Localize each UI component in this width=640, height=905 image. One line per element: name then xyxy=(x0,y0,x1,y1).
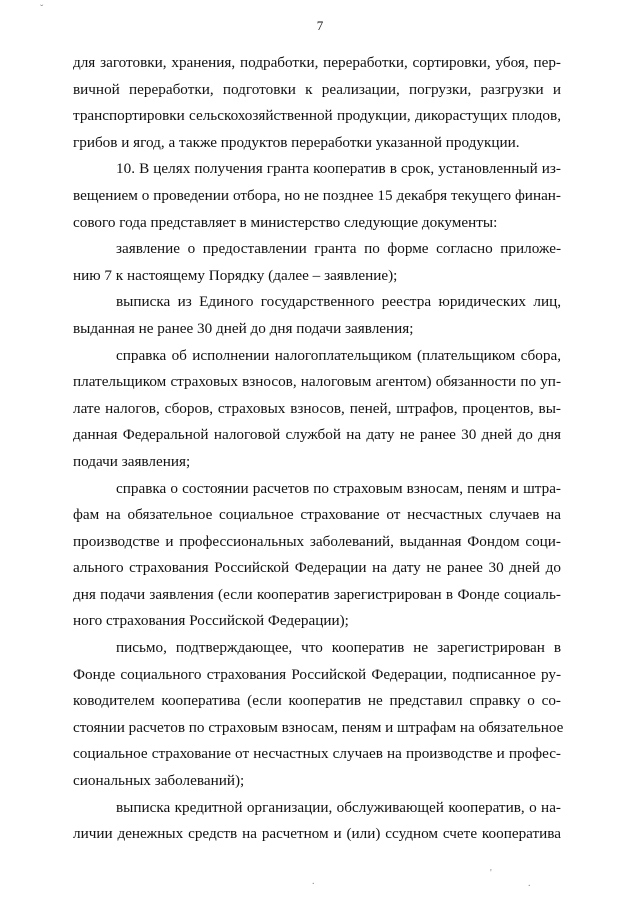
text-line: фам на обязательное социальное страхование от несчастных случаев на xyxy=(73,506,561,524)
text-line: ководителем кооператива (если кооператив не представил справку о со- xyxy=(73,692,561,710)
scan-speck: . xyxy=(312,876,315,887)
text-line: заявление о предоставлении гранта по форме согласно приложе- xyxy=(116,240,561,258)
text-line: производстве и профессиональных заболеваний, выданная Фондом соци- xyxy=(73,532,561,550)
scan-speck: . xyxy=(528,878,531,889)
text-line: нию 7 к настоящему Порядку (далее – заявление); xyxy=(73,266,398,284)
text-line: справка о состоянии расчетов по страховым взносам, пеням и штра- xyxy=(116,479,561,497)
text-line: письмо, подтверждающее, что кооператив не зарегистрирован в xyxy=(116,639,561,657)
text-line: сиональных заболеваний); xyxy=(73,772,245,790)
body-text xyxy=(73,50,564,848)
text-line: выписка из Единого государственного реестра юридических лиц, xyxy=(116,293,561,311)
scan-speck: ' xyxy=(490,868,492,879)
text-line: вичной переработки, подготовки к реализации, погрузки, разгрузки и xyxy=(73,80,561,98)
text-line: вещением о проведении отбора, но не позднее 15 декабря текущего финан- xyxy=(73,186,561,204)
text-line: ного страхования Российской Федерации); xyxy=(73,612,349,630)
text-line: сового года представляет в министерство следующие документы: xyxy=(73,213,498,231)
text-line: данная Федеральной налоговой службой на дату не ранее 30 дней до дня xyxy=(73,426,561,444)
text-line: справка об исполнении налогоплательщиком (плательщиком сбора, xyxy=(116,346,561,364)
text-line: лате налогов, сборов, страховых взносов, пеней, штрафов, процентов, вы- xyxy=(73,399,561,417)
text-line: дня подачи заявления (если кооператив зарегистрирован в Фонде социаль- xyxy=(73,585,561,603)
text-line: стоянии расчетов по страховым взносам, пеням и штрафам на обязательное xyxy=(73,718,564,736)
text-line: выданная не ранее 30 дней до дня подачи заявления; xyxy=(73,319,414,337)
text-line: плательщиком страховых взносов, налоговым агентом) обязанности по уп- xyxy=(73,373,561,391)
text-line: для заготовки, хранения, подработки, переработки, сортировки, убоя, пер- xyxy=(73,54,561,71)
text-line: социальное страхование от несчастных случаев на производстве и профес- xyxy=(73,745,561,763)
text-line: грибов и ягод, а также продуктов переработки указанной продукции. xyxy=(73,133,520,151)
text-line: личии денежных средств на расчетном и (или) ссудном счете кооператива xyxy=(73,825,561,843)
scan-speck: ˇ xyxy=(40,4,44,15)
text-line: подачи заявления; xyxy=(73,452,191,470)
text-line: 10. В целях получения гранта кооператив в срок, установленный из- xyxy=(116,160,561,178)
text-line: транспортировки сельскохозяйственной продукции, дикорастущих плодов, xyxy=(73,107,561,125)
text-line: выписка кредитной организации, обслуживающей кооператив, о на- xyxy=(116,798,561,816)
text-line: ального страхования Российской Федерации на дату не ранее 30 дней до xyxy=(73,559,561,577)
text-line: Фонде социального страхования Российской Федерации, подписанное ру- xyxy=(73,665,561,683)
page-number: 7 xyxy=(316,18,324,33)
